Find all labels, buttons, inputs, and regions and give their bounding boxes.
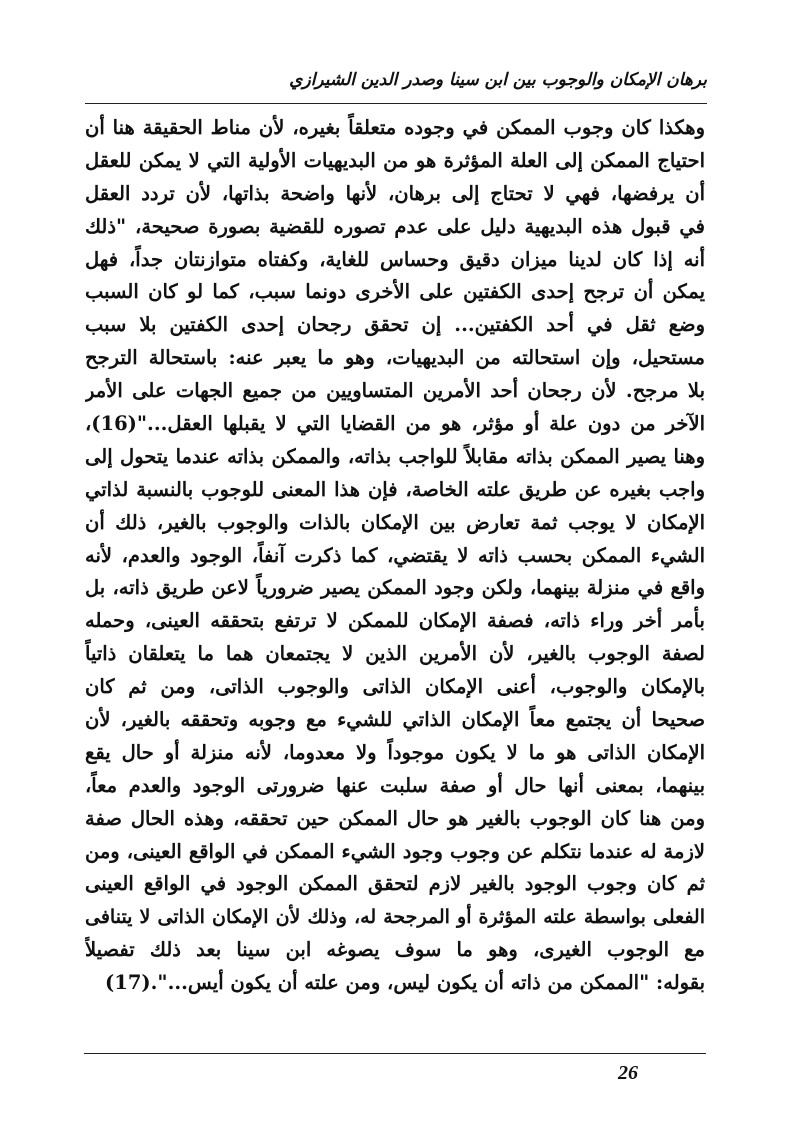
- body-line: يمكن أن ترجح إحدى الكفتين على الأخرى دونما سبب، كما لو كان السبب: [85, 280, 705, 304]
- body-line: احتياج الممكن إلى العلة المؤثرة هو من البديهيات الأولية التي لا يمكن للعقل: [85, 148, 705, 172]
- body-line: واجب بغيره عن طريق علته الخاصة، فإن هذا المعنى للوجوب بالنسبة لذاتي: [85, 477, 705, 501]
- body-line: الإمكان الذاتى هو ما لا يكون موجوداً ولا معدوما، لأنه منزلة أو حال يقع: [85, 740, 705, 764]
- body-text: [85, 112, 705, 1000]
- body-line: الفعلى بواسطة علته المؤثرة أو المرجحة له، وذلك لأن الإمكان الذاتى لا يتنافى: [85, 906, 705, 929]
- body-line: صحيحا أن يجتمع معاً الإمكان الذاتي للشيء مع وجوبه وتحققه بالغير، لأن: [85, 708, 705, 732]
- body-line: مع الوجوب الغيرى، وهو ما سوف يصوغه ابن سينا بعد ذلك تفصيلاً: [85, 938, 705, 962]
- footer-rule: [84, 1053, 706, 1054]
- body-line: ثم كان وجوب الوجود بالغير لازم لتحقق الممكن الوجود في الواقع العينى: [85, 872, 705, 896]
- header-rule: [85, 103, 707, 104]
- body-line: لازمة له عندما نتكلم عن وجوب وجود الشيء الممكن في الواقع العينى، ومن: [85, 839, 705, 863]
- body-line-footnote-17: بقوله: "الممكن من ذاته أن يكون ليس، ومن علته أن يكون أيس...".(17): [105, 971, 705, 995]
- body-line: مستحيل، وإن استحالته من البديهيات، وهو ما يعبر عنه: باستحالة الترجح: [85, 346, 705, 370]
- body-line-footnote-16: الآخر من دون علة أو مؤثر، هو من القضايا التي لا يقبلها العقل..."(16)،: [85, 412, 705, 436]
- body-line: بالإمكان والوجوب، أعنى الإمكان الذاتى والوجوب الذاتى، ومن ثم كان: [85, 675, 705, 699]
- body-line: أن يرفضها، فهي لا تحتاج إلى برهان، لأنها واضحة بذاتها، لأن تردد العقل: [85, 181, 705, 205]
- page-number: 26: [618, 1062, 638, 1084]
- body-line: بينهما، بمعنى أنها حال أو صفة سلبت عنها ضرورتى الوجود والعدم معاً،: [85, 773, 705, 797]
- body-line: بلا مرجح. لأن رجحان أحد الأمرين المتساويين من جميع الجهات على الأمر: [85, 379, 705, 403]
- body-line: وهنا يصير الممكن بذاته مقابلاً للواجب بذاته، والممكن بذاته عندما يتحول إلى: [85, 444, 705, 468]
- running-header: برهان الإمكان والوجوب بين ابن سينا وصدر الدين الشيرازي: [289, 70, 707, 90]
- body-line: الشيء الممكن بحسب ذاته لا يقتضي، كما ذكرت آنفاً، الوجود والعدم، لأنه: [85, 543, 705, 567]
- body-line: وهكذا كان وجوب الممكن في وجوده متعلقاً بغيره، لأن مناط الحقيقة هنا أن: [85, 116, 705, 139]
- body-line: وضع ثقل في أحد الكفتين... إن تحقق رجحان إحدى الكفتين بلا سبب: [85, 313, 705, 337]
- body-line: الإمكان لا يوجب ثمة تعارض بين الإمكان بالذات والوجوب بالغير، ذلك أن: [85, 510, 705, 534]
- body-line: في قبول هذه البديهية دليل على عدم تصوره للقضية بصورة صحيحة، "ذلك: [85, 214, 705, 238]
- body-line: ومن هنا كان الوجوب بالغير هو حال الممكن حين تحققه، وهذه الحال صفة: [85, 806, 705, 830]
- body-line: واقع في منزلة بينهما، ولكن وجود الممكن يصير ضرورياً لاعن طريق ذاته، بل: [85, 576, 705, 600]
- body-line: أنه إذا كان لدينا ميزان دقيق وحساس للغاية، وكفتاه متوازنتان جداً، فهل: [85, 247, 705, 271]
- body-line: لصفة الوجوب بالغير، لأن الأمرين الذين لا يجتمعان هما ما يتعلقان ذاتياً: [85, 642, 705, 666]
- body-line: بأمر أخر وراء ذاته، فصفة الإمكان للممكن لا ترتفع بتحققه العينى، وحمله: [85, 609, 705, 633]
